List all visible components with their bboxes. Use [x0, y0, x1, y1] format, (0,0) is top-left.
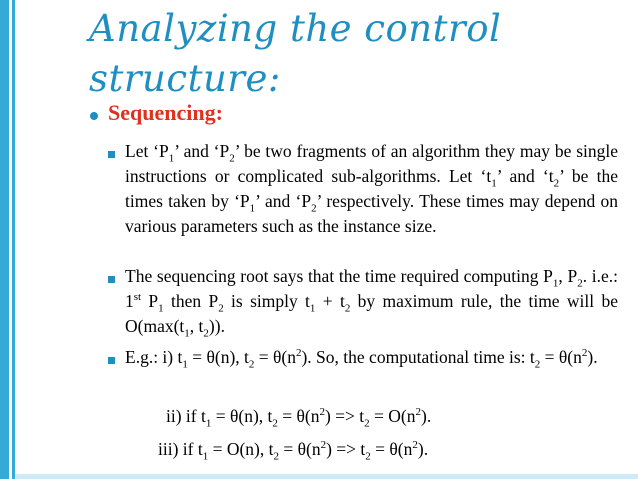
square-bullet-icon — [108, 276, 115, 283]
square-bullet-icon — [108, 357, 115, 364]
section-heading-text: Sequencing: — [108, 100, 223, 125]
bottom-accent-bar — [15, 474, 638, 479]
round-bullet-icon — [90, 112, 98, 120]
left-accent-line — [12, 0, 15, 479]
example-line-ii: ii) if $t_1 = \theta(n)$, $t_2 = \theta(n^2) => t_2 = O(n^2)$. — [166, 406, 432, 430]
square-bullet-icon — [108, 151, 115, 158]
bullet-paragraph-2: The sequencing root says that the time required computing $P_1$, $P_2$. i.e.: 1st $P_1$ then $P_2$ is simply $t_1 + t_2$ by maximum rule, the time will be $O(\max(t_1$, $t_2$)). — [125, 266, 618, 340]
bullet-paragraph-1: Let ‘$P_1$’ and ‘$P_2$’ be two fragments of an algorithm they may be single instructions or complicated sub-algorithms. Let ‘$t_1$’ and ‘$t_2$’ be the times taken by ‘$P_1$’ and ‘$P_2$’ respectively. These times may depend on various parameters such as the instance size. — [125, 141, 619, 236]
left-accent-bar — [0, 0, 9, 479]
example-line-iii: iii) if $t_1 = O(n)$, $t_2 = \theta(n^2) => t_2 = \theta(n^2)$. — [158, 439, 429, 463]
bullet-paragraph-3: E.g.: i) $t_1 = \theta(n)$, $t_2 = \theta(n^2)$. So, the computational time is: $t_2 = \theta(n^2)$. — [125, 347, 598, 371]
slide-title: Analyzing the control structure: — [89, 7, 502, 100]
